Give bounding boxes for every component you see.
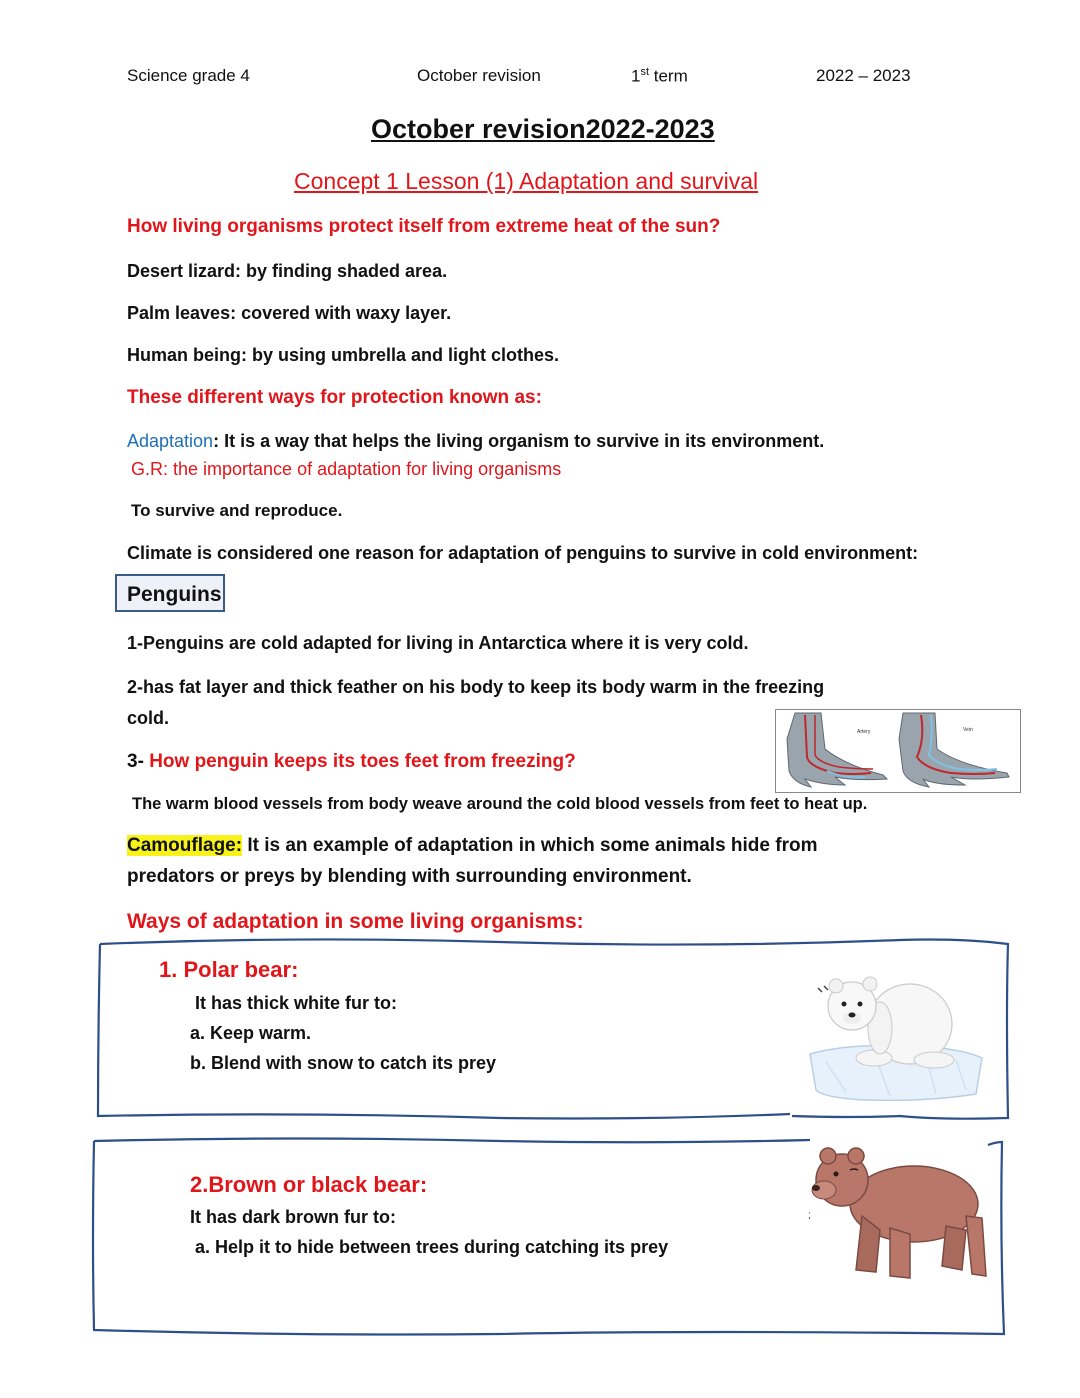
- header-term-suffix: st: [640, 66, 650, 78]
- climate-note: Climate is considered one reason for adaptation of penguins to survive in cold environment:: [127, 543, 919, 563]
- polar-bear-point-b: b. Blend with snow to catch its prey: [190, 1053, 497, 1073]
- header-term-word: term: [649, 66, 688, 86]
- brown-bear-image: [806, 1146, 988, 1284]
- brown-bear-mark: ;: [808, 1210, 811, 1221]
- penguin-point-1: 1-Penguins are cold adapted for living in Antarctica where it is very cold.: [127, 633, 749, 653]
- brown-bear-title: 2.Brown or black bear:: [190, 1172, 428, 1197]
- adaptation-text: : It is a way that helps the living organism to survive in its environment.: [213, 431, 825, 451]
- lesson-part2: Adaptation and survival: [519, 168, 759, 194]
- adaptation-term: Adaptation: [127, 431, 214, 451]
- brown-bear-fur: It has dark brown fur to:: [190, 1207, 397, 1227]
- header-year: 2022 – 2023: [816, 66, 911, 85]
- ways-heading: Ways of adaptation in some living organisms:: [127, 910, 584, 933]
- penguin-point-3-question: How penguin keeps its toes feet from freezing?: [149, 751, 576, 772]
- brown-bear-frame-top: [94, 1139, 810, 1143]
- heat-answer-palm: Palm leaves: covered with waxy layer.: [127, 303, 452, 323]
- polar-bear-title: 1. Polar bear:: [159, 957, 299, 982]
- heat-question: How living organisms protect itself from extreme heat of the sun?: [127, 216, 721, 237]
- polar-bear-point-a: a. Keep warm.: [190, 1023, 312, 1043]
- penguin-point-3-prefix: 3-: [127, 751, 150, 772]
- penguin-point-3-answer: The warm blood vessels from body weave around the cold blood vessels from feet to heat up.: [132, 795, 868, 813]
- gr-question: G.R: the importance of adaptation for living organisms: [131, 459, 562, 479]
- camouflage-text: It is an example of adaptation in which some animals hide from: [242, 835, 818, 856]
- figure-label-vein: Vein: [963, 727, 973, 733]
- figure-label-artery: Artery: [857, 729, 871, 735]
- heat-answer-human: Human being: by using umbrella and light clothes.: [127, 345, 560, 365]
- polar-bear-fur: It has thick white fur to:: [195, 993, 398, 1013]
- header-term-number: 1: [631, 66, 641, 86]
- header-subject: Science grade 4: [127, 66, 250, 85]
- lesson-part1: Concept 1 Lesson (1): [294, 168, 514, 194]
- penguin-point-2-line1: 2-has fat layer and thick feather on his body to keep its body warm in the freezing: [127, 677, 825, 697]
- brown-bear-point-a: a. Help it to hide between trees during catching its prey: [195, 1237, 669, 1257]
- known-as-heading: These different ways for protection known as:: [127, 387, 542, 408]
- header-revision: October revision: [417, 66, 541, 85]
- heat-answer-lizard: Desert lizard: by finding shaded area.: [127, 261, 448, 281]
- penguin-point-2-line2: cold.: [127, 708, 170, 728]
- camouflage-definition-line2: predators or preys by blending with surrounding environment.: [127, 866, 692, 887]
- page-title: October revision2022-2023: [371, 114, 715, 144]
- polar-bear-image: [806, 962, 986, 1104]
- gr-answer: To survive and reproduce.: [131, 501, 343, 520]
- penguins-heading: Penguins: [115, 574, 225, 612]
- camouflage-term: Camouflage:: [127, 835, 243, 856]
